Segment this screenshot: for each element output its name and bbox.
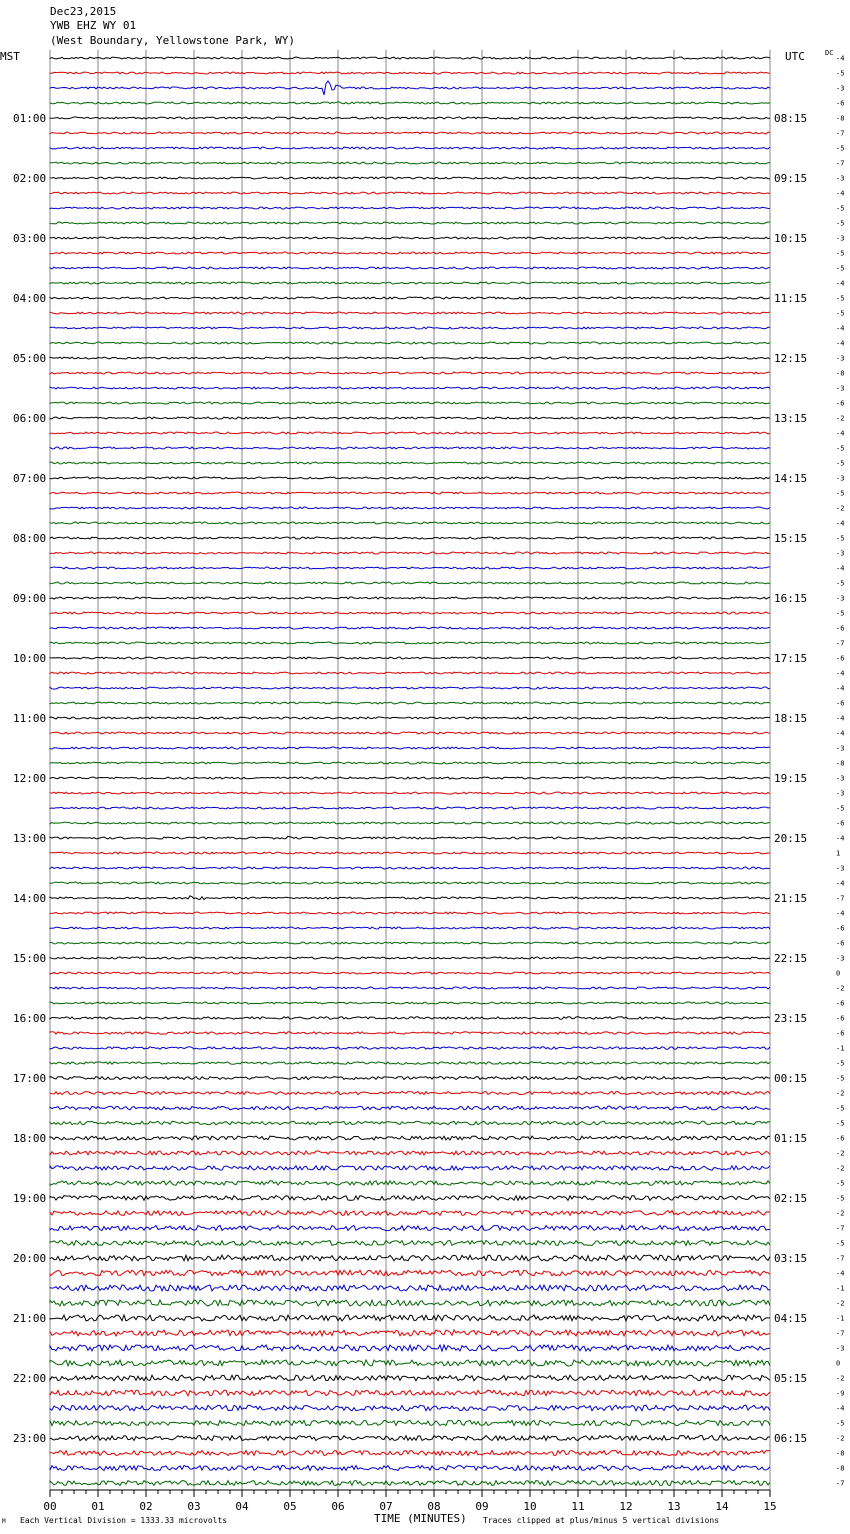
- x-tick-label: 00: [43, 1500, 57, 1513]
- right-hour-label: 15:15: [774, 532, 808, 545]
- trace-row: [50, 927, 770, 929]
- dc-offset-label: -8: [836, 1449, 845, 1458]
- right-hour-label: 13:15: [774, 412, 808, 425]
- trace-row: [50, 1436, 770, 1441]
- trace-row: [50, 1420, 770, 1425]
- dc-offset-label: -5: [836, 294, 845, 303]
- dc-offset-label: -4: [836, 339, 845, 348]
- dc-offset-label: -6: [836, 699, 845, 708]
- trace-row: [50, 1345, 770, 1351]
- dc-offset-label: -5: [836, 534, 845, 543]
- trace-row: [50, 237, 770, 239]
- vertical-division-note: Each Vertical Division = 1333.33 microvolts: [20, 1516, 228, 1525]
- trace-row: [50, 1047, 770, 1049]
- left-hour-label: 06:00: [13, 412, 47, 425]
- dc-offset-label: -2: [836, 414, 845, 423]
- trace-row: [50, 1285, 770, 1291]
- trace-row: [50, 1002, 770, 1004]
- trace-row: [50, 387, 770, 389]
- traces: [50, 57, 770, 1486]
- trace-row: [50, 192, 770, 194]
- trace-row: [50, 1466, 770, 1471]
- trace-row: [50, 762, 770, 764]
- right-hour-label: 12:15: [774, 352, 808, 365]
- trace-row: [50, 267, 770, 269]
- dc-offset-label: -5: [836, 609, 845, 618]
- trace-row: [50, 117, 770, 119]
- right-hour-label: 00:15: [774, 1072, 808, 1085]
- trace-row: [50, 1481, 770, 1486]
- trace-row: [50, 417, 770, 419]
- right-hour-label: 18:15: [774, 712, 808, 725]
- dc-offset-label: -3: [836, 594, 845, 603]
- dc-offset-label: -3: [836, 354, 845, 363]
- trace-row: [50, 702, 770, 704]
- trace-row: [50, 732, 770, 734]
- dc-offset-label: -7: [836, 894, 845, 903]
- trace-row: [50, 507, 770, 509]
- dc-offset-label: 0: [836, 969, 841, 978]
- dc-offset-label: -5: [836, 69, 845, 78]
- left-hour-label: 21:00: [13, 1312, 47, 1325]
- dc-offset-label: -4: [836, 669, 845, 678]
- dc-offset-label: -5: [836, 204, 845, 213]
- dc-offset-label: -4: [836, 729, 845, 738]
- trace-row: [50, 1166, 770, 1170]
- dc-offset-label: -5: [836, 459, 845, 468]
- left-hour-label: 18:00: [13, 1132, 47, 1145]
- trace-row: [50, 1241, 770, 1246]
- dc-offset-label: -4: [836, 909, 845, 918]
- right-hour-label: 16:15: [774, 592, 808, 605]
- dc-offset-label: -5: [836, 1194, 845, 1203]
- trace-row: [50, 1451, 770, 1456]
- trace-row: [50, 447, 770, 449]
- dc-offset-label: -6: [836, 1029, 845, 1038]
- dc-offset-label: -1: [836, 1044, 845, 1053]
- trace-row: [50, 1405, 770, 1411]
- dc-offset-label: -1: [836, 1314, 845, 1323]
- trace-row: [50, 822, 770, 824]
- left-hour-label: 10:00: [13, 652, 47, 665]
- right-hour-label: 09:15: [774, 172, 808, 185]
- dc-offset-label: -3: [836, 549, 845, 558]
- trace-row: [50, 522, 770, 524]
- left-hour-label: 23:00: [13, 1432, 47, 1445]
- trace-row: [50, 627, 770, 629]
- x-axis-title: TIME (MINUTES): [374, 1512, 467, 1525]
- dc-offset-label: -2: [836, 1089, 845, 1098]
- dc-offset-label: -7: [836, 159, 845, 168]
- x-tick-label: 06: [331, 1500, 345, 1513]
- x-tick-label: 13: [667, 1500, 681, 1513]
- trace-row: [50, 1091, 770, 1094]
- right-hour-label: 20:15: [774, 832, 808, 845]
- left-hour-label: 14:00: [13, 892, 47, 905]
- left-hour-label: 02:00: [13, 172, 47, 185]
- dc-offset-label: -7: [836, 1224, 845, 1233]
- right-hour-label: 11:15: [774, 292, 808, 305]
- trace-row: [50, 597, 770, 599]
- trace-row: [50, 612, 770, 614]
- left-hour-label: 16:00: [13, 1012, 47, 1025]
- dc-offset-label: -4: [836, 1404, 845, 1413]
- right-hour-label: 22:15: [774, 952, 808, 965]
- dc-offset-label: -3: [836, 174, 845, 183]
- trace-row: [50, 1077, 770, 1080]
- left-hour-label: 13:00: [13, 832, 47, 845]
- trace-row: [50, 1270, 770, 1276]
- left-hour-label: 11:00: [13, 712, 47, 725]
- right-hour-label: 06:15: [774, 1432, 808, 1445]
- trace-row: [50, 852, 770, 854]
- trace-row: [50, 312, 770, 314]
- left-hour-label: 01:00: [13, 112, 47, 125]
- trace-row: [50, 912, 770, 914]
- trace-row: [50, 567, 770, 569]
- dc-offset-label: -4: [836, 564, 845, 573]
- footer-tiny-label: M: [2, 1518, 6, 1525]
- dc-offset-label: -2: [836, 984, 845, 993]
- left-hour-label: 09:00: [13, 592, 47, 605]
- trace-row: [50, 642, 770, 644]
- right-hour-label: 04:15: [774, 1312, 808, 1325]
- trace-row: [50, 252, 770, 254]
- dc-offset-label: -2: [836, 1434, 845, 1443]
- x-tick-label: 04: [235, 1500, 249, 1513]
- dc-offset-label: -6: [836, 819, 845, 828]
- x-tick-label: 08: [427, 1500, 441, 1513]
- dc-offset-label: -2: [836, 1164, 845, 1173]
- trace-row: [50, 1360, 770, 1366]
- left-hour-label: 08:00: [13, 532, 47, 545]
- dc-offset-label: -3: [836, 744, 845, 753]
- dc-offset-label: 0: [836, 1359, 841, 1368]
- trace-row: [50, 132, 770, 134]
- dc-offset-label: -2: [836, 504, 845, 513]
- dc-offset-label: -4: [836, 279, 845, 288]
- trace-row: [50, 1151, 770, 1155]
- right-hour-label: 02:15: [774, 1192, 808, 1205]
- trace-row: [50, 327, 770, 329]
- dc-offset-label: -8: [836, 114, 845, 123]
- trace-row: [50, 687, 770, 689]
- trace-row: [50, 72, 770, 74]
- right-hour-label: 19:15: [774, 772, 808, 785]
- dc-offset-label: -7: [836, 1479, 845, 1488]
- trace-row: [50, 777, 770, 779]
- dc-offset-label: -5: [836, 1074, 845, 1083]
- dc-offset-label: -4: [836, 189, 845, 198]
- trace-row: [50, 836, 770, 839]
- trace-row: [50, 1300, 770, 1306]
- left-hour-label: 22:00: [13, 1372, 47, 1385]
- trace-row: [50, 1330, 770, 1336]
- dc-offset-label: -5: [836, 1239, 845, 1248]
- left-hour-label: 19:00: [13, 1192, 47, 1205]
- trace-row: [50, 282, 770, 284]
- trace-row: [50, 717, 770, 719]
- dc-offset-label: -3: [836, 1344, 845, 1353]
- x-tick-label: 02: [139, 1500, 153, 1513]
- trace-row: [50, 1255, 770, 1261]
- right-hour-label: 10:15: [774, 232, 808, 245]
- dc-offset-label: -4: [836, 54, 845, 63]
- dc-offset-label: -6: [836, 939, 845, 948]
- dc-offset-label: -7: [836, 1329, 845, 1338]
- trace-row: [50, 1181, 770, 1185]
- dc-offset-label: -9: [836, 1389, 845, 1398]
- location-label: (West Boundary, Yellowstone Park, WY): [50, 34, 296, 47]
- dc-offset-label: -3: [836, 384, 845, 393]
- trace-row: [50, 747, 770, 749]
- dc-offset-label: 1: [836, 849, 841, 858]
- trace-row: [50, 582, 770, 584]
- dc-offset-label: -8: [836, 369, 845, 378]
- trace-row: [50, 792, 770, 794]
- trace-row: [50, 402, 770, 404]
- trace-row: [50, 147, 770, 149]
- trace-row: [50, 342, 770, 344]
- clipping-note: Traces clipped at plus/minus 5 vertical divisions: [483, 1516, 720, 1525]
- trace-row: [50, 657, 770, 659]
- date-label: Dec23,2015: [50, 5, 117, 18]
- trace-row: [50, 537, 770, 539]
- dc-offset-label: -3: [836, 864, 845, 873]
- trace-row: [50, 1225, 770, 1230]
- trace-row: [50, 1196, 770, 1201]
- dc-offset-label: -5: [836, 309, 845, 318]
- dc-offset-label: -3: [836, 84, 845, 93]
- trace-row: [50, 492, 770, 494]
- left-hour-label: 04:00: [13, 292, 47, 305]
- dc-offset-label: -6: [836, 999, 845, 1008]
- trace-row: [50, 462, 770, 464]
- dc-offset-label: -4: [836, 519, 845, 528]
- left-hour-label: 20:00: [13, 1252, 47, 1265]
- x-tick-label: 14: [715, 1500, 729, 1513]
- trace-row: [50, 1211, 770, 1216]
- dc-offset-label: -3: [836, 789, 845, 798]
- trace-row: [50, 1062, 770, 1064]
- dc-offset-label: -6: [836, 1014, 845, 1023]
- x-tick-label: 03: [187, 1500, 201, 1513]
- trace-row: [50, 1375, 770, 1381]
- trace-row: [50, 81, 770, 95]
- dc-offset-label: -4: [836, 879, 845, 888]
- trace-row: [50, 882, 770, 884]
- dc-offset-label: -8: [836, 759, 845, 768]
- trace-row: [50, 987, 770, 989]
- trace-row: [50, 432, 770, 434]
- trace-row: [50, 357, 770, 359]
- x-tick-label: 01: [91, 1500, 105, 1513]
- dc-offset-label: -5: [836, 249, 845, 258]
- trace-row: [50, 1136, 770, 1140]
- dc-offset-label: -5: [836, 579, 845, 588]
- left-hour-label: 07:00: [13, 472, 47, 485]
- dc-offset-label: -6: [836, 654, 845, 663]
- dc-offset-label: -7: [836, 1254, 845, 1263]
- x-tick-label: 15: [763, 1500, 777, 1513]
- right-hour-label: 17:15: [774, 652, 808, 665]
- trace-row: [50, 552, 770, 554]
- dc-offset-label: -3: [836, 234, 845, 243]
- dc-offset-label: -7: [836, 129, 845, 138]
- dc-offset-label: -5: [836, 1119, 845, 1128]
- x-tick-label: 12: [619, 1500, 633, 1513]
- dc-offset-label: -4: [836, 429, 845, 438]
- x-tick-label: 05: [283, 1500, 297, 1513]
- dc-offset-label: -3: [836, 954, 845, 963]
- dc-offset-label: -8: [836, 1464, 845, 1473]
- trace-row: [50, 807, 770, 809]
- trace-row: [50, 1106, 770, 1110]
- right-hour-label: 01:15: [774, 1132, 808, 1145]
- trace-row: [50, 672, 770, 674]
- dc-offset-label: -1: [836, 1284, 845, 1293]
- station-label: YWB EHZ WY 01: [50, 19, 137, 32]
- trace-row: [50, 1032, 770, 1034]
- trace-row: [50, 102, 770, 104]
- dc-offset-label: -6: [836, 99, 845, 108]
- x-axis: [43, 1490, 776, 1513]
- left-hour-label: 03:00: [13, 232, 47, 245]
- x-tick-label: 11: [571, 1500, 585, 1513]
- right-hour-label: 03:15: [774, 1252, 808, 1265]
- dc-offset-label: -6: [836, 1134, 845, 1143]
- dc-offset-label: -4: [836, 684, 845, 693]
- left-hour-label: 12:00: [13, 772, 47, 785]
- x-tick-label: 09: [475, 1500, 489, 1513]
- trace-row: [50, 867, 770, 869]
- dc-label: DC: [825, 49, 834, 57]
- trace-row: [50, 1017, 770, 1019]
- dc-offset-label: -6: [836, 624, 845, 633]
- right-hour-label: 23:15: [774, 1012, 808, 1025]
- trace-row: [50, 477, 770, 479]
- trace-row: [50, 372, 770, 374]
- dc-offset-label: -5: [836, 1419, 845, 1428]
- dc-offset-label: -5: [836, 489, 845, 498]
- trace-row: [50, 177, 770, 179]
- dc-offset-label: -2: [836, 1209, 845, 1218]
- left-hour-label: 05:00: [13, 352, 47, 365]
- dc-offset-label: -5: [836, 444, 845, 453]
- dc-offset-label: -6: [836, 924, 845, 933]
- right-hour-label: 14:15: [774, 472, 808, 485]
- trace-row: [50, 297, 770, 299]
- trace-row: [50, 222, 770, 224]
- trace-row: [50, 1390, 770, 1396]
- dc-offset-label: -5: [836, 1179, 845, 1188]
- trace-row: [50, 1121, 770, 1125]
- dc-offset-label: -4: [836, 834, 845, 843]
- left-timezone-label: MST: [0, 50, 20, 63]
- trace-row: [50, 1315, 770, 1321]
- dc-offset-label: -4: [836, 1269, 845, 1278]
- left-hour-label: 17:00: [13, 1072, 47, 1085]
- dc-offset-label: -5: [836, 264, 845, 273]
- x-tick-label: 07: [379, 1500, 393, 1513]
- dc-offset-label: -5: [836, 804, 845, 813]
- trace-row: [50, 942, 770, 944]
- right-hour-label: 05:15: [774, 1372, 808, 1385]
- trace-row: [50, 57, 770, 59]
- dc-offset-label: -3: [836, 774, 845, 783]
- dc-offset-label: -2: [836, 1149, 845, 1158]
- right-timezone-label: UTC: [785, 50, 805, 63]
- dc-offset-label: -7: [836, 639, 845, 648]
- dc-offset-label: -4: [836, 324, 845, 333]
- trace-row: [50, 162, 770, 164]
- dc-offset-label: -3: [836, 474, 845, 483]
- right-hour-label: 08:15: [774, 112, 808, 125]
- dc-offset-label: -6: [836, 399, 845, 408]
- x-tick-label: 10: [523, 1500, 537, 1513]
- dc-offset-label: -4: [836, 714, 845, 723]
- trace-row: [50, 972, 770, 974]
- dc-offset-label: -5: [836, 1059, 845, 1068]
- dc-offset-label: -5: [836, 219, 845, 228]
- dc-offset-label: -5: [836, 144, 845, 153]
- trace-row: [50, 207, 770, 209]
- trace-row: [50, 896, 770, 900]
- dc-offset-label: -2: [836, 1374, 845, 1383]
- dc-offset-label: -2: [836, 1299, 845, 1308]
- left-hour-label: 15:00: [13, 952, 47, 965]
- trace-row: [50, 957, 770, 959]
- dc-offset-label: -5: [836, 1104, 845, 1113]
- right-hour-label: 21:15: [774, 892, 808, 905]
